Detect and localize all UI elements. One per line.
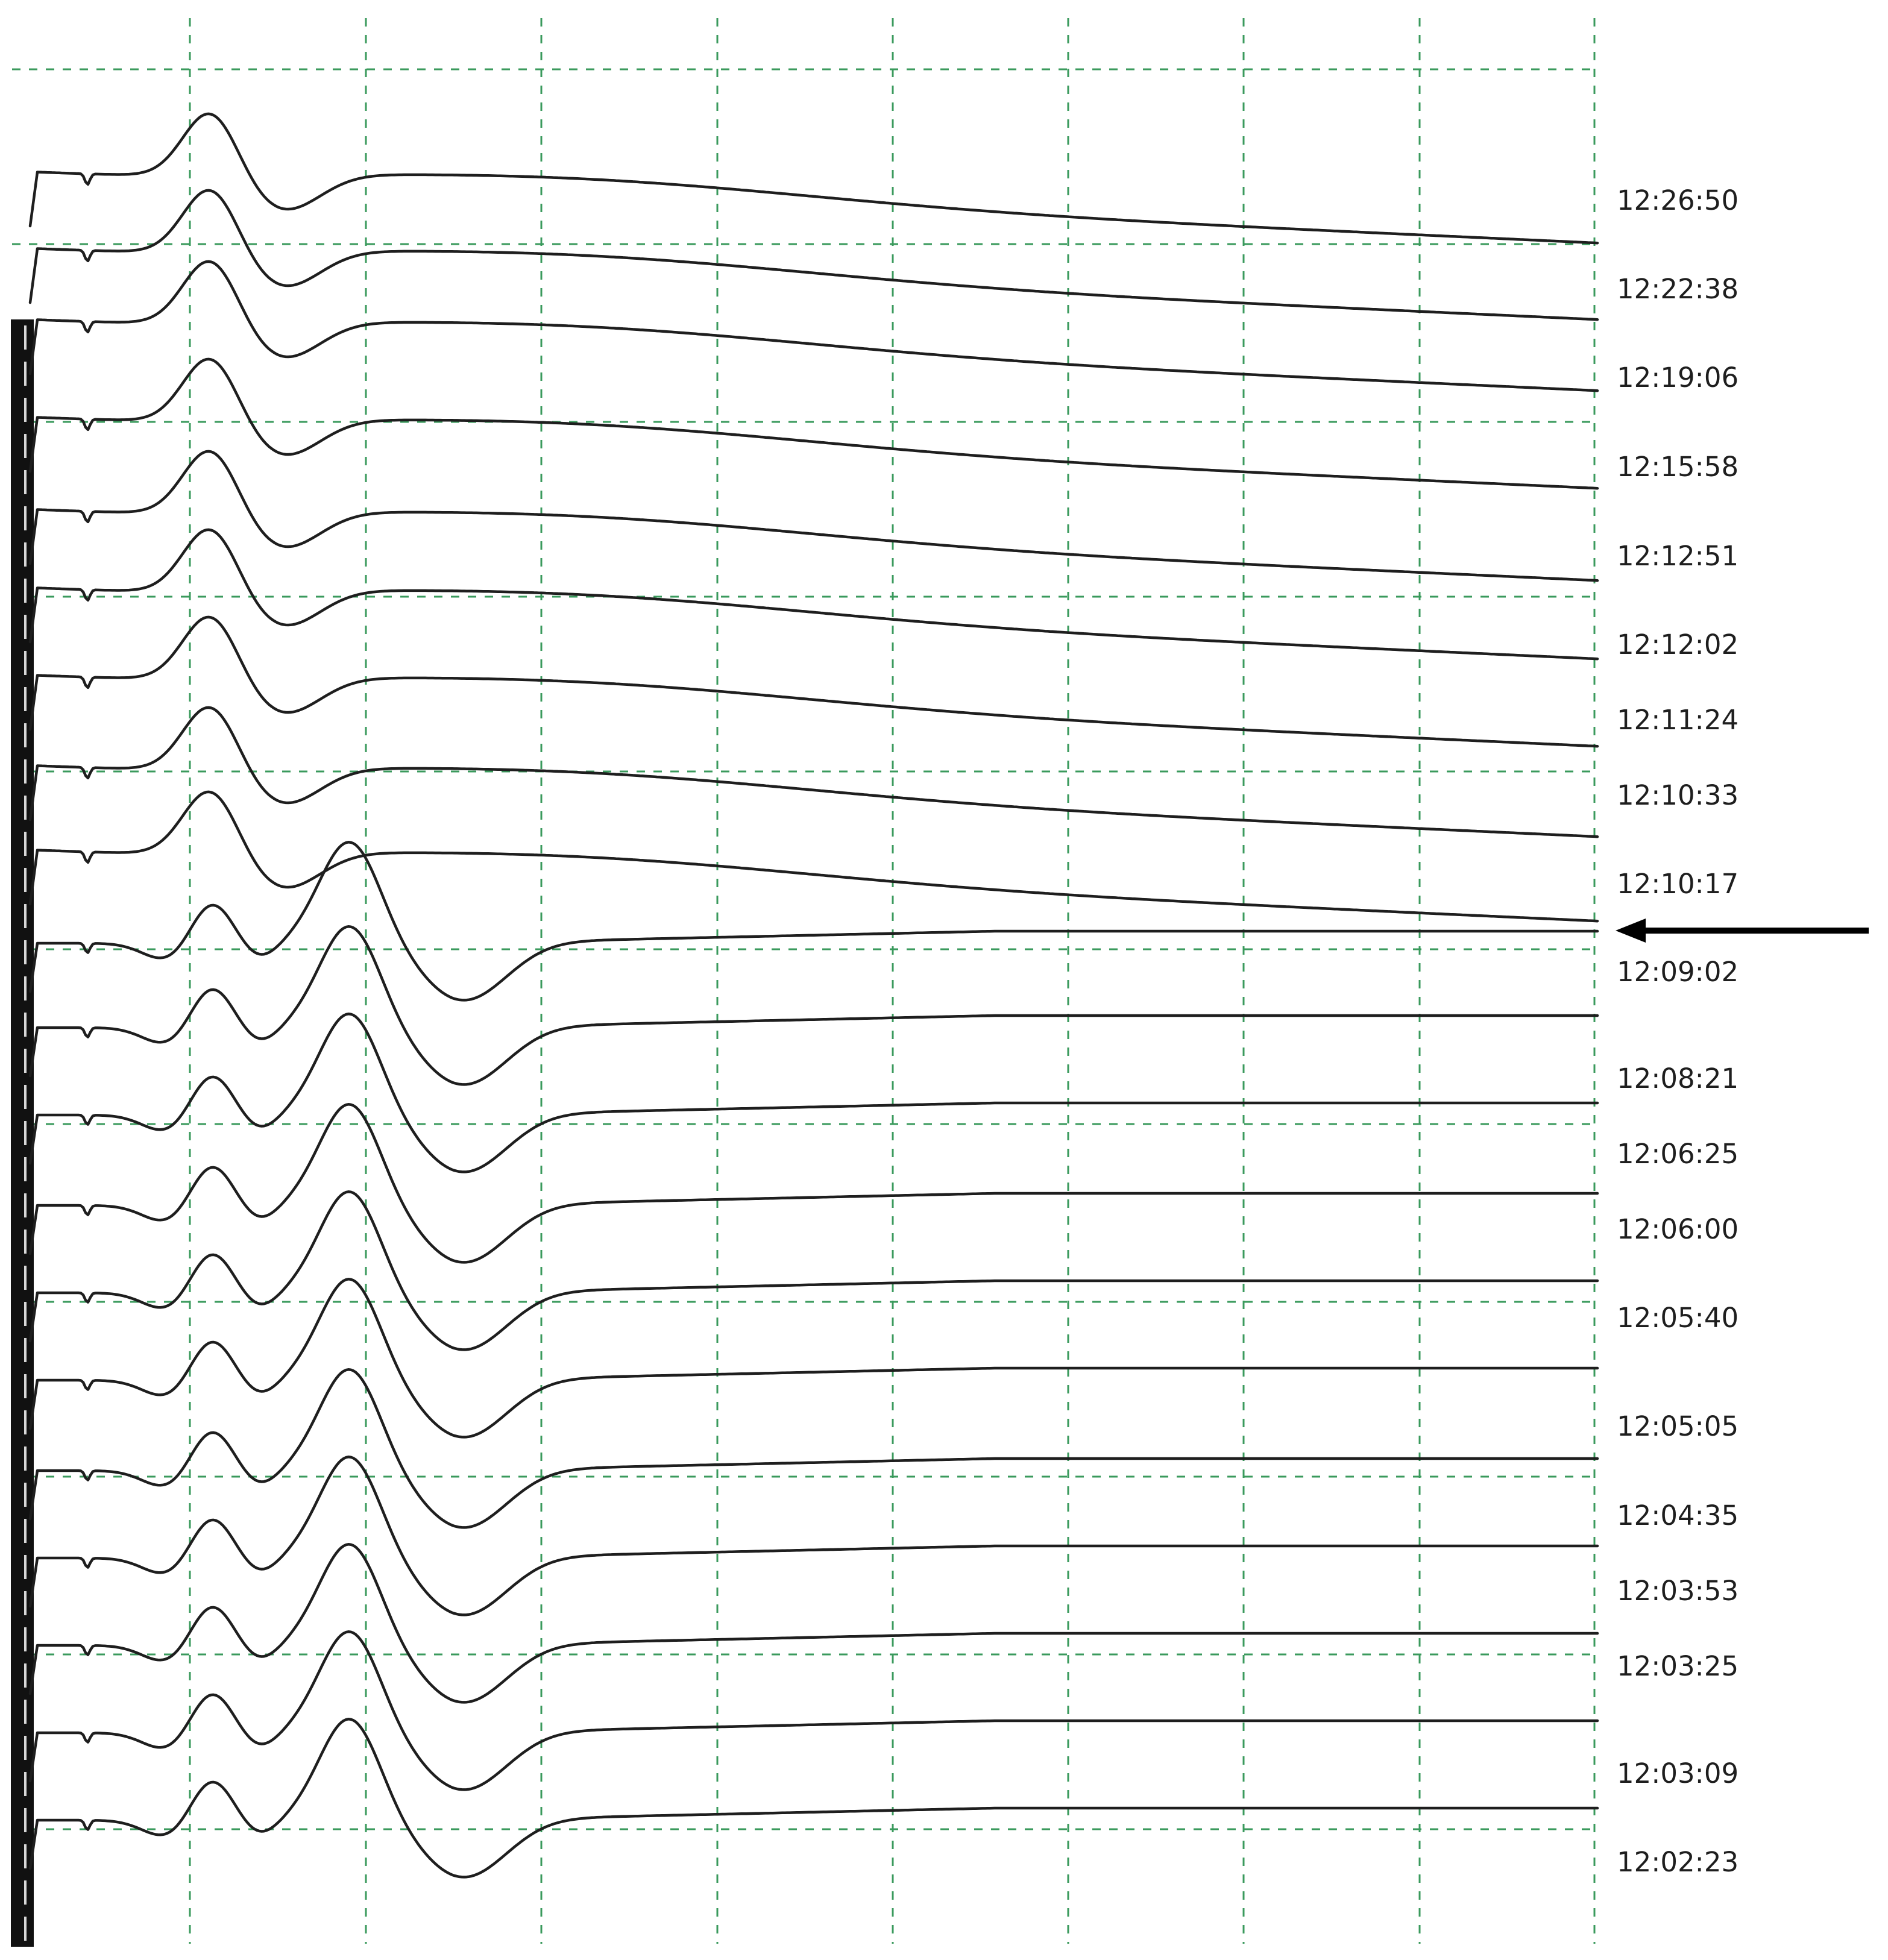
trace-series xyxy=(30,114,1597,1877)
trace-line-12-11-24 xyxy=(30,617,1597,746)
trace-label-12-19-06: 12:19:06 xyxy=(1617,362,1739,394)
chart-grid xyxy=(12,18,1597,1944)
trace-label-12-09-02: 12:09:02 xyxy=(1617,956,1739,988)
trace-line-12-19-06 xyxy=(30,262,1597,391)
trace-label-12-26-50: 12:26:50 xyxy=(1617,184,1739,216)
trace-label-12-03-09: 12:03:09 xyxy=(1617,1757,1739,1789)
trace-line-12-22-38 xyxy=(30,190,1597,319)
trace-label-12-15-58: 12:15:58 xyxy=(1617,451,1739,483)
trace-line-12-10-17 xyxy=(30,792,1597,921)
trace-label-12-12-51: 12:12:51 xyxy=(1617,540,1739,572)
arrow-head-icon xyxy=(1616,919,1646,943)
trace-label-12-06-25: 12:06:25 xyxy=(1617,1138,1739,1170)
trace-label-12-12-02: 12:12:02 xyxy=(1617,629,1739,661)
trace-line-12-12-51 xyxy=(30,451,1597,580)
trace-line-12-09-02 xyxy=(30,842,1597,1000)
trace-line-12-08-21 xyxy=(30,926,1597,1084)
trace-label-12-11-24: 12:11:24 xyxy=(1617,704,1739,736)
trace-label-12-05-40: 12:05:40 xyxy=(1617,1302,1739,1334)
highlight-arrow xyxy=(1616,919,1869,943)
trace-label-12-03-25: 12:03:25 xyxy=(1617,1650,1739,1682)
trace-line-12-15-58 xyxy=(30,359,1597,488)
trace-line-12-06-00 xyxy=(30,1104,1597,1262)
trace-label-12-22-38: 12:22:38 xyxy=(1617,273,1739,305)
trace-line-12-12-02 xyxy=(30,530,1597,659)
trace-line-12-26-50 xyxy=(30,114,1597,243)
trace-label-12-04-35: 12:04:35 xyxy=(1617,1500,1739,1531)
trace-label-12-05-05: 12:05:05 xyxy=(1617,1410,1739,1442)
trace-label-12-06-00: 12:06:00 xyxy=(1617,1213,1739,1245)
trace-label-12-10-17: 12:10:17 xyxy=(1617,868,1739,900)
trace-label-12-03-53: 12:03:53 xyxy=(1617,1575,1739,1607)
trace-labels xyxy=(1617,184,1739,1878)
trace-line-12-04-35 xyxy=(30,1369,1597,1527)
trace-label-12-10-33: 12:10:33 xyxy=(1617,779,1739,811)
trace-label-12-02-23: 12:02:23 xyxy=(1617,1846,1739,1878)
trace-label-12-08-21: 12:08:21 xyxy=(1617,1063,1739,1095)
